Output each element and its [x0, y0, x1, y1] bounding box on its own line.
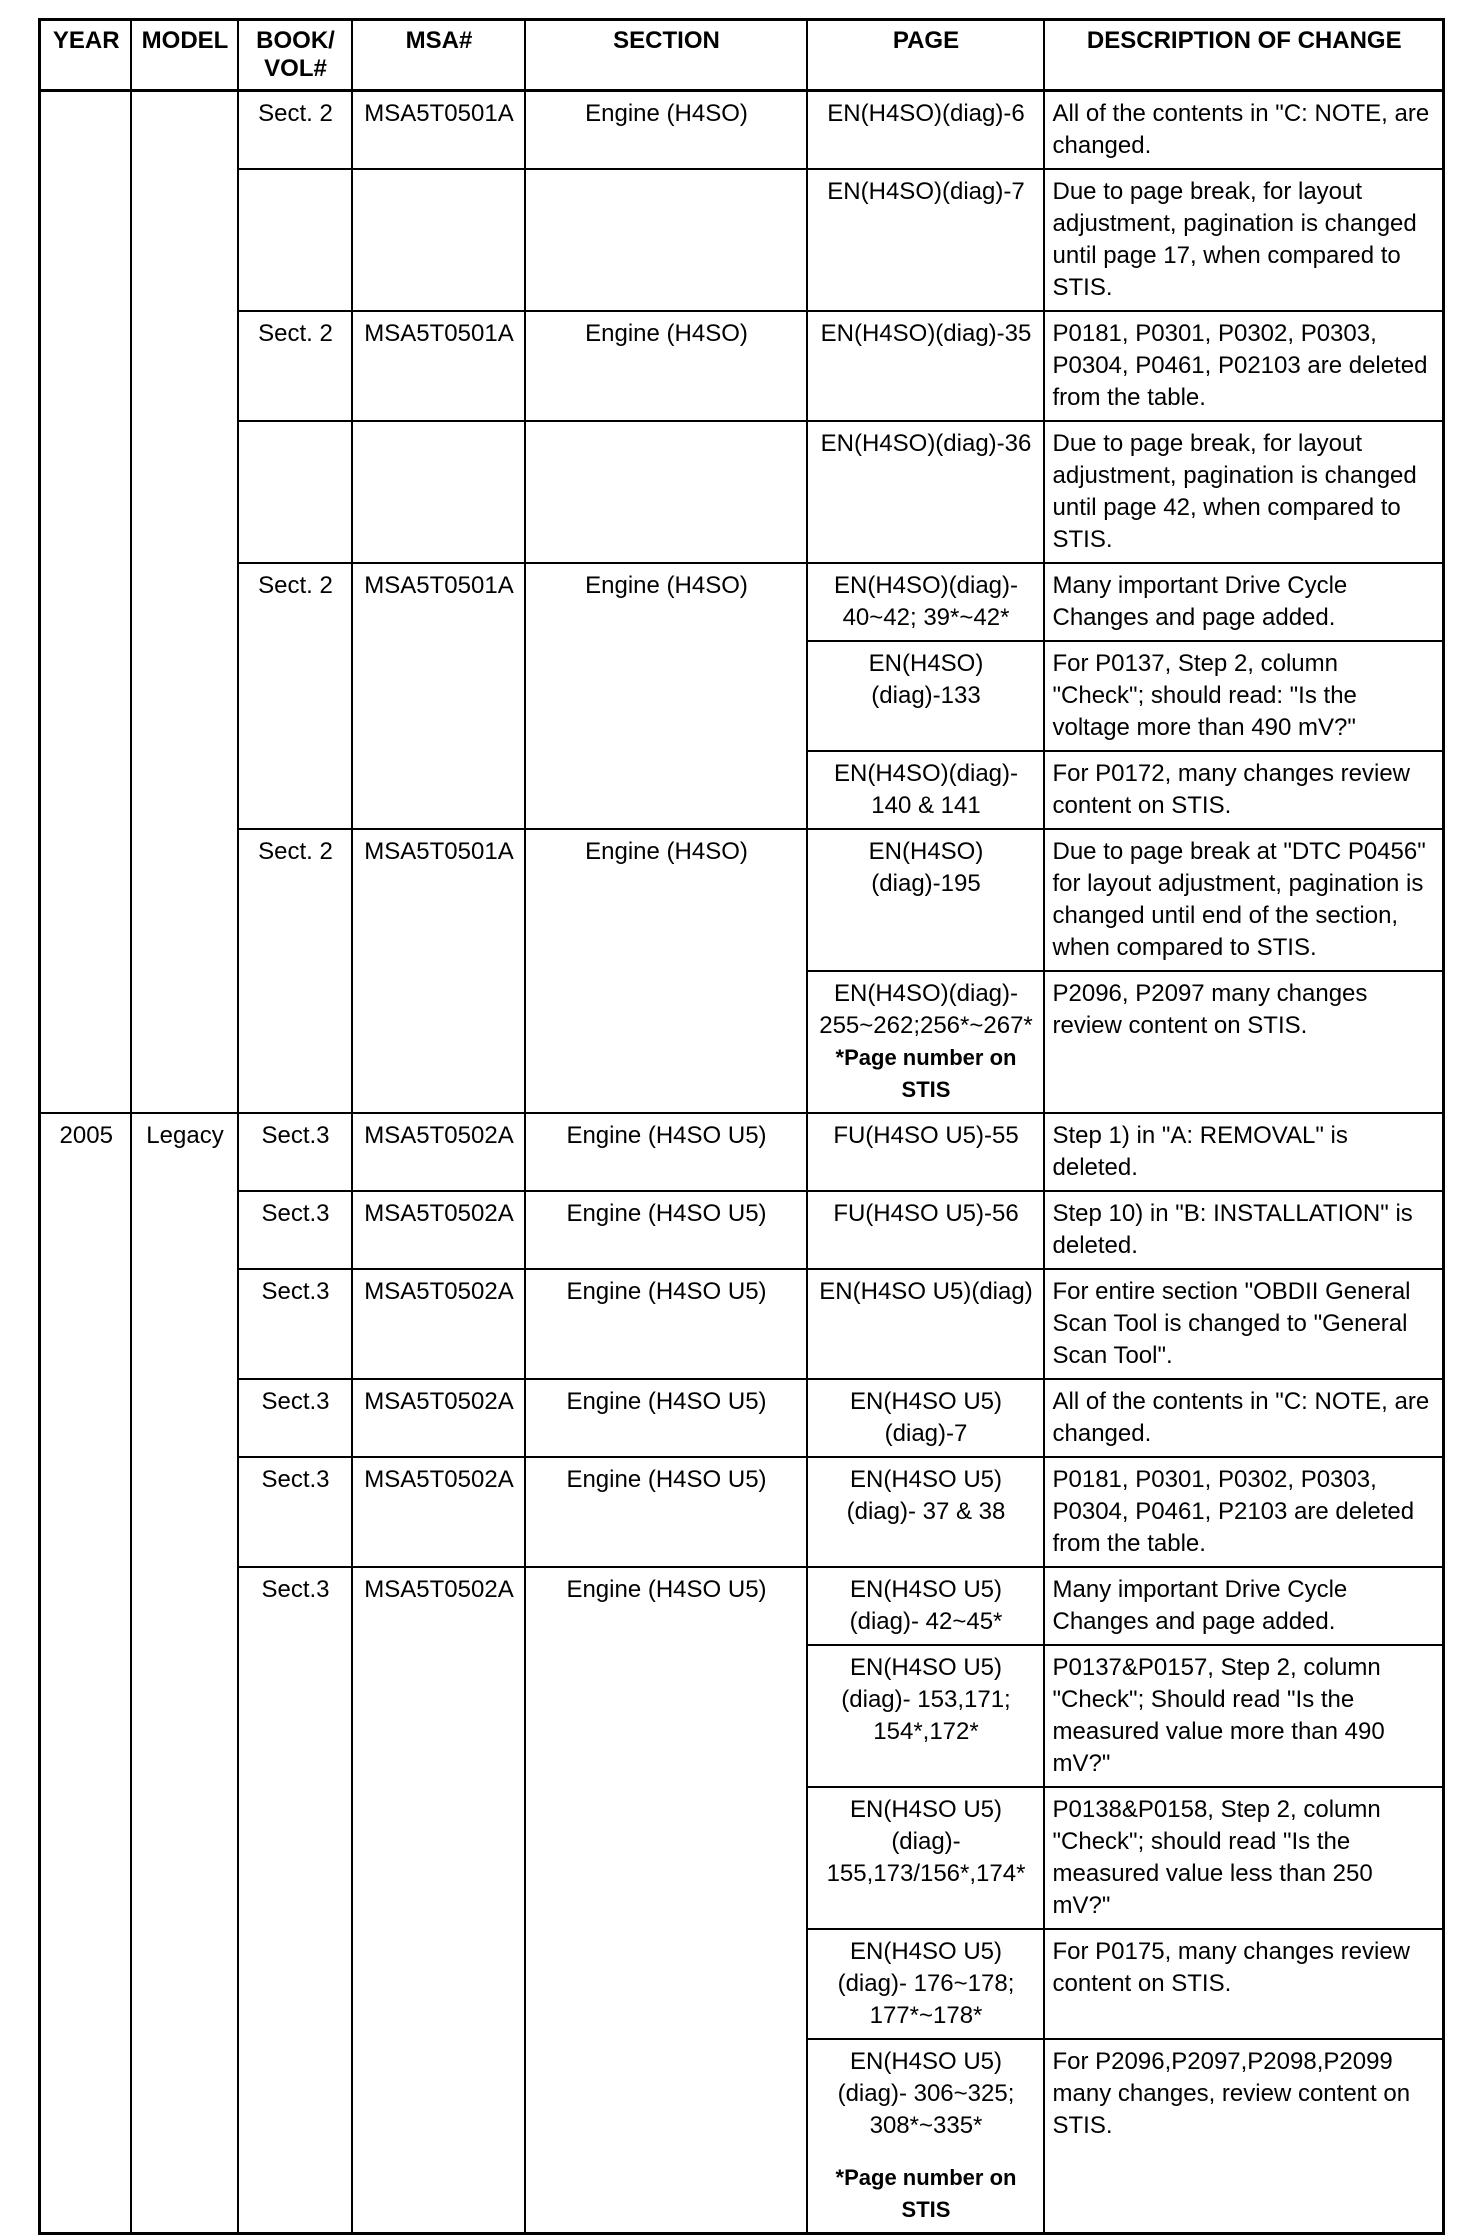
description-cell: Many important Drive Cycle Changes and page added.	[1044, 1567, 1444, 1645]
msa-cell: MSA5T0502A	[352, 1567, 525, 2234]
section-cell	[525, 421, 807, 563]
model-cell: Legacy	[131, 1113, 238, 2234]
msa-cell: MSA5T0501A	[352, 91, 525, 170]
book-vol-cell: Sect.3	[238, 1191, 352, 1269]
page-reference: EN(H4SO U5)(diag)- 176~178; 177*~178*	[837, 1938, 1015, 2029]
page-cell	[807, 421, 1044, 563]
year-cell	[40, 91, 131, 1114]
book-vol-cell: Sect. 2	[238, 829, 352, 1113]
description-cell: P0137&P0157, Step 2, column "Check"; Should read "Is the measured value more than 490 mV?"	[1044, 1645, 1444, 1787]
header-book-vol: BOOK/ VOL#	[238, 20, 352, 91]
table-row	[40, 1269, 1444, 1379]
page-cell	[807, 563, 1044, 641]
page-reference: EN(H4SO)(diag)- 140 & 141	[833, 760, 1019, 819]
msa-cell	[352, 169, 525, 311]
page-cell	[807, 311, 1044, 421]
section-cell: Engine (H4SO U5)	[525, 1269, 807, 1379]
description-cell: P2096, P2097 many changes review content on STIS.	[1044, 971, 1444, 1113]
section-cell: Engine (H4SO U5)	[525, 1113, 807, 1191]
page-number-note: *Page number on STIS	[835, 2165, 1017, 2222]
page-cell	[807, 829, 1044, 971]
table-row	[40, 91, 1444, 170]
page-cell	[807, 1269, 1044, 1379]
page-cell	[807, 641, 1044, 751]
table-row	[40, 169, 1444, 311]
book-vol-cell: Sect. 2	[238, 563, 352, 829]
page-reference: EN(H4SO)(diag)- 40~42; 39*~42*	[833, 572, 1019, 631]
description-cell: For P0175, many changes review content on STIS.	[1044, 1929, 1444, 2039]
section-cell: Engine (H4SO U5)	[525, 1379, 807, 1457]
table-row	[40, 1457, 1444, 1567]
book-vol-cell: Sect. 2	[238, 311, 352, 421]
msa-cell: MSA5T0501A	[352, 563, 525, 829]
section-cell: Engine (H4SO U5)	[525, 1457, 807, 1567]
description-cell: P0181, P0301, P0302, P0303, P0304, P0461, P2103 are deleted from the table.	[1044, 1457, 1444, 1567]
page-reference: EN(H4SO U5)(diag)- 153,171; 154*,172*	[841, 1654, 1011, 1745]
page-reference: EN(H4SO)(diag)-133	[868, 650, 984, 709]
book-vol-cell	[238, 169, 352, 311]
page-reference: EN(H4SO U5)(diag)- 37 & 38	[846, 1466, 1006, 1525]
description-cell: For P2096,P2097,P2098,P2099 many changes, review content on STIS.	[1044, 2039, 1444, 2234]
description-cell: For P0137, Step 2, column "Check"; should read: "Is the voltage more than 490 mV?"	[1044, 641, 1444, 751]
msa-cell: MSA5T0502A	[352, 1113, 525, 1191]
table-row	[40, 1567, 1444, 1645]
page-reference: EN(H4SO)(diag)-35	[820, 320, 1032, 347]
table-row	[40, 421, 1444, 563]
msa-cell: MSA5T0501A	[352, 829, 525, 1113]
description-cell: For entire section "OBDII General Scan Tool is changed to "General Scan Tool".	[1044, 1269, 1444, 1379]
page-reference: EN(H4SO U5)(diag)- 306~325; 308*~335*	[837, 2048, 1015, 2139]
msa-cell: MSA5T0502A	[352, 1379, 525, 1457]
page-cell	[807, 1787, 1044, 1929]
page-cell	[807, 91, 1044, 170]
section-cell: Engine (H4SO)	[525, 563, 807, 829]
page-number-note: *Page number on STIS	[835, 1045, 1017, 1102]
description-cell: All of the contents in "C: NOTE, are changed.	[1044, 91, 1444, 170]
book-vol-cell: Sect.3	[238, 1113, 352, 1191]
book-vol-cell	[238, 421, 352, 563]
description-cell: Step 1) in "A: REMOVAL" is deleted.	[1044, 1113, 1444, 1191]
page-reference: FU(H4SO U5)-56	[833, 1200, 1019, 1227]
page-reference: EN(H4SO)(diag)-7	[827, 178, 1025, 205]
description-cell: Step 10) in "B: INSTALLATION" is deleted.	[1044, 1191, 1444, 1269]
description-cell: Due to page break, for layout adjustment, pagination is changed until page 17, when compared to STIS.	[1044, 169, 1444, 311]
book-vol-cell: Sect. 2	[238, 91, 352, 170]
book-vol-cell: Sect.3	[238, 1457, 352, 1567]
page-reference: EN(H4SO)(diag)- 255~262;256*~267*	[819, 980, 1033, 1039]
header-section: SECTION	[525, 20, 807, 91]
table-body	[40, 91, 1444, 2234]
table-row	[40, 1113, 1444, 1191]
section-cell	[525, 169, 807, 311]
page-cell	[807, 1567, 1044, 1645]
table-row	[40, 311, 1444, 421]
table-row	[40, 1379, 1444, 1457]
header-row	[40, 20, 1444, 91]
header-model: MODEL	[131, 20, 238, 91]
header-msa: MSA#	[352, 20, 525, 91]
section-cell: Engine (H4SO)	[525, 311, 807, 421]
page-reference: EN(H4SO U5)(diag)-7	[849, 1388, 1003, 1447]
book-vol-cell: Sect.3	[238, 1269, 352, 1379]
page-cell	[807, 1379, 1044, 1457]
description-cell: Due to page break at "DTC P0456" for layout adjustment, pagination is changed until end of the section, when compared to STIS.	[1044, 829, 1444, 971]
description-cell: Many important Drive Cycle Changes and page added.	[1044, 563, 1444, 641]
page-cell	[807, 971, 1044, 1113]
page-reference: EN(H4SO)(diag)-195	[868, 838, 984, 897]
page-reference: FU(H4SO U5)-55	[833, 1122, 1019, 1149]
change-log-table	[38, 18, 1445, 2235]
book-vol-cell: Sect.3	[238, 1567, 352, 2234]
year-cell: 2005	[40, 1113, 131, 2234]
page-cell	[807, 1113, 1044, 1191]
page-cell	[807, 751, 1044, 829]
msa-cell: MSA5T0502A	[352, 1457, 525, 1567]
msa-cell	[352, 421, 525, 563]
page-cell	[807, 1191, 1044, 1269]
page-cell	[807, 1645, 1044, 1787]
description-cell: P0138&P0158, Step 2, column "Check"; should read "Is the measured value less than 250 mV?"	[1044, 1787, 1444, 1929]
page-reference: EN(H4SO U5)(diag)- 155,173/156*,174*	[826, 1796, 1026, 1887]
msa-cell: MSA5T0501A	[352, 311, 525, 421]
section-cell: Engine (H4SO)	[525, 829, 807, 1113]
msa-cell: MSA5T0502A	[352, 1269, 525, 1379]
page-reference: EN(H4SO U5)(diag)- 42~45*	[849, 1576, 1003, 1635]
page-cell	[807, 2039, 1044, 2234]
table-row	[40, 829, 1444, 971]
table-row	[40, 1191, 1444, 1269]
msa-cell: MSA5T0502A	[352, 1191, 525, 1269]
page-reference: EN(H4SO U5)(diag)	[819, 1278, 1033, 1305]
header-page: PAGE	[807, 20, 1044, 91]
page-cell	[807, 1929, 1044, 2039]
header-description: DESCRIPTION OF CHANGE	[1044, 20, 1444, 91]
section-cell: Engine (H4SO)	[525, 91, 807, 170]
section-cell: Engine (H4SO U5)	[525, 1567, 807, 2234]
section-cell: Engine (H4SO U5)	[525, 1191, 807, 1269]
description-cell: All of the contents in "C: NOTE, are changed.	[1044, 1379, 1444, 1457]
page-reference: EN(H4SO)(diag)-6	[827, 100, 1025, 127]
page-cell	[807, 169, 1044, 311]
header-year: YEAR	[40, 20, 131, 91]
page-reference: EN(H4SO)(diag)-36	[820, 430, 1032, 457]
book-vol-cell: Sect.3	[238, 1379, 352, 1457]
page-cell	[807, 1457, 1044, 1567]
description-cell: P0181, P0301, P0302, P0303, P0304, P0461, P02103 are deleted from the table.	[1044, 311, 1444, 421]
description-cell: For P0172, many changes review content on STIS.	[1044, 751, 1444, 829]
table-row	[40, 563, 1444, 641]
description-cell: Due to page break, for layout adjustment, pagination is changed until page 42, when compared to STIS.	[1044, 421, 1444, 563]
model-cell	[131, 91, 238, 1114]
